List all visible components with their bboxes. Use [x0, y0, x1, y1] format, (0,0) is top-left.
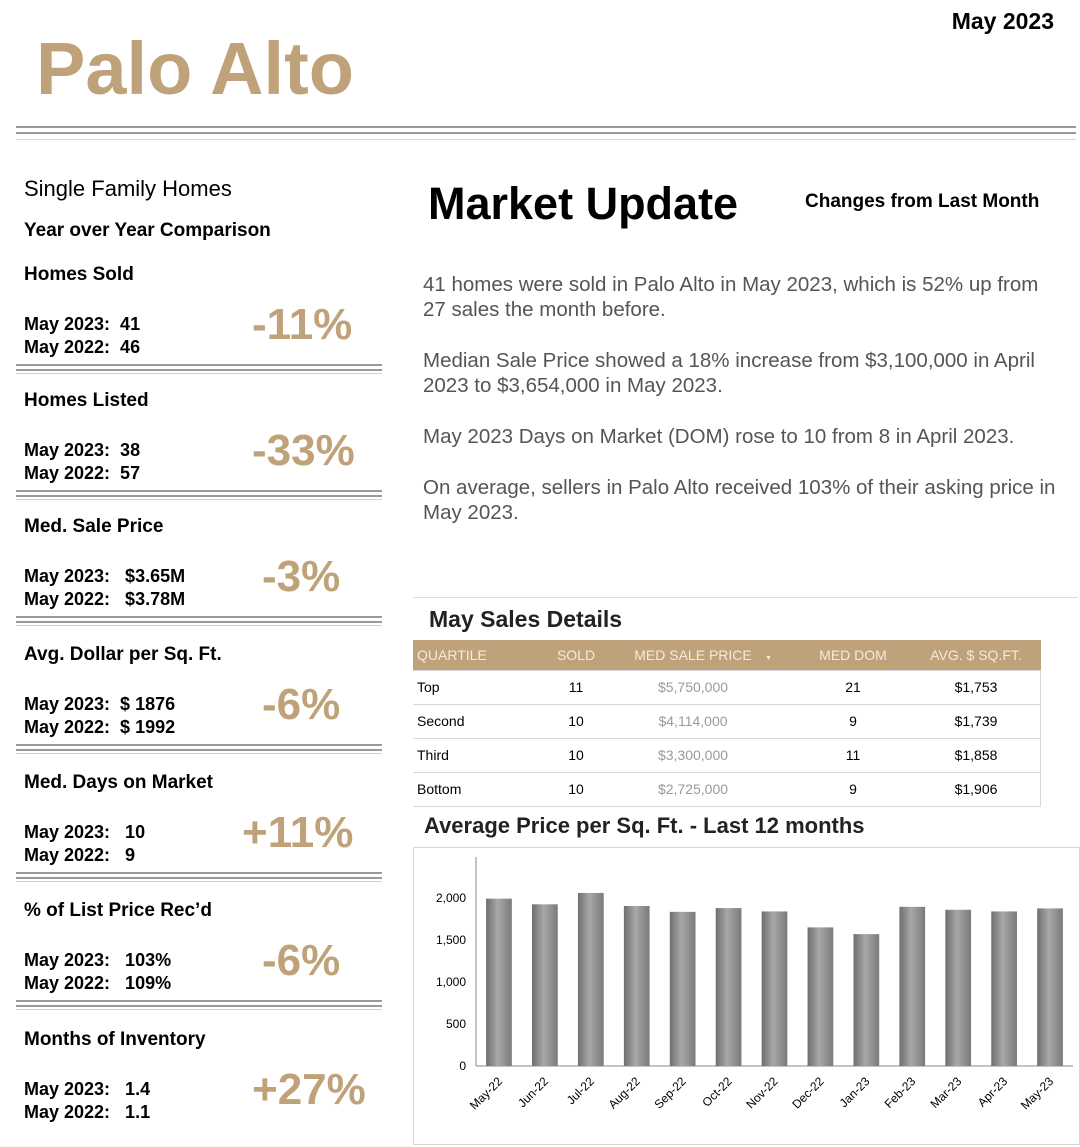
metric-divider	[16, 490, 382, 500]
metric-current: May 2023: 10	[24, 822, 146, 842]
market-update-summary	[423, 272, 1063, 551]
metric-current: May 2023: $3.65M	[24, 566, 186, 586]
y-tick-label: 500	[445, 1017, 466, 1031]
metric-previous: May 2022: 9	[24, 845, 136, 865]
panel-subtitle: Year over Year Comparison	[24, 220, 271, 241]
cell-spacer	[765, 704, 795, 738]
panel-title: Single Family Homes	[24, 176, 232, 201]
sort-icon: ▼	[765, 654, 772, 662]
cell-quartile: Top	[413, 670, 531, 704]
bar	[991, 911, 1017, 1066]
cell-spacer	[765, 670, 795, 704]
x-tick-label: Jan-23	[836, 1074, 873, 1111]
bar	[486, 899, 512, 1066]
bar	[899, 907, 925, 1066]
cell-sold: 11	[531, 670, 621, 704]
metric-divider	[16, 744, 382, 754]
summary-paragraph: Median Sale Price showed a 18% increase from $3,100,000 in April 2023 to $3,654,000 in May 2023.	[423, 349, 1035, 397]
x-tick-label: Nov-22	[743, 1074, 781, 1112]
metric-change: -6%	[262, 936, 341, 985]
metric-label: Homes Sold	[24, 264, 134, 285]
col-sold: SOLD	[531, 640, 621, 670]
sales-details-title: May Sales Details	[429, 606, 623, 632]
metric-divider	[16, 364, 382, 374]
cell-quartile: Bottom	[413, 772, 531, 806]
cell-spacer	[765, 738, 795, 772]
header-divider	[16, 126, 1076, 142]
metric-change: +27%	[252, 1065, 366, 1114]
metric-label: % of List Price Rec’d	[24, 900, 212, 921]
summary-paragraph: May 2023 Days on Market (DOM) rose to 10 from 8 in April 2023.	[423, 425, 1015, 448]
table-row	[413, 670, 1041, 704]
metric-current: May 2023: 1.4	[24, 1079, 151, 1099]
metric-divider	[16, 872, 382, 882]
cell-med-dom: 21	[795, 670, 911, 704]
cell-sold: 10	[531, 738, 621, 772]
x-tick-label: Aug-22	[605, 1074, 643, 1112]
y-tick-label: 1,500	[435, 933, 466, 947]
col-med-sale-price: MED SALE PRICE	[621, 640, 765, 670]
metric-change: -11%	[252, 300, 353, 349]
chart-title: Average Price per Sq. Ft. - Last 12 months	[424, 813, 865, 838]
metric-label: Months of Inventory	[24, 1029, 206, 1050]
metric-card	[16, 264, 382, 390]
cell-quartile: Second	[413, 704, 531, 738]
cell-avg-sqft: $1,753	[911, 670, 1041, 704]
col-med-dom: MED DOM	[795, 640, 911, 670]
metric-current: May 2023: 41	[24, 314, 141, 334]
table-header-row	[413, 640, 1041, 670]
metric-card	[16, 644, 382, 770]
city-title: Palo Alto	[36, 27, 354, 110]
metric-previous: May 2022: 1.1	[24, 1102, 151, 1122]
y-tick-label: 1,000	[435, 975, 466, 989]
sales-details-header	[413, 597, 1078, 637]
col-quartile: QUARTILE	[413, 640, 531, 670]
bar	[532, 904, 558, 1066]
x-tick-label: Jul-22	[563, 1074, 597, 1108]
bar	[762, 911, 788, 1066]
metric-change: -6%	[262, 680, 341, 729]
x-tick-label: Oct-22	[699, 1074, 735, 1110]
bar	[716, 908, 742, 1066]
report-date: May 2023	[951, 8, 1054, 34]
cell-spacer	[765, 772, 795, 806]
summary-paragraph: 41 homes were sold in Palo Alto in May 2023, which is 52% up from 27 sales the month before.	[423, 273, 1039, 321]
market-update-title: Market Update	[428, 178, 739, 229]
metric-card	[16, 900, 382, 1026]
cell-avg-sqft: $1,906	[911, 772, 1041, 806]
bar	[945, 910, 971, 1066]
table-row	[413, 738, 1041, 772]
metric-change: -3%	[262, 552, 341, 601]
cell-med-dom: 9	[795, 772, 911, 806]
metric-card	[16, 390, 382, 516]
metric-previous: May 2022: $ 1992	[24, 717, 176, 737]
x-tick-label: May-22	[466, 1074, 506, 1113]
metric-previous: May 2022: 109%	[24, 973, 172, 993]
metric-change: -33%	[252, 426, 355, 475]
x-tick-label: Apr-23	[974, 1074, 1011, 1110]
bar	[624, 906, 650, 1066]
bar	[578, 893, 604, 1066]
bar	[853, 934, 879, 1066]
metric-divider	[16, 616, 382, 626]
x-tick-label: Feb-23	[881, 1074, 919, 1112]
metric-label: Avg. Dollar per Sq. Ft.	[24, 644, 222, 665]
x-tick-label: Jun-22	[515, 1074, 552, 1111]
x-tick-label: Sep-22	[651, 1074, 689, 1112]
metric-label: Homes Listed	[24, 390, 149, 411]
metric-divider	[16, 1000, 382, 1010]
table-row	[413, 772, 1041, 806]
avg-price-sqft-chart	[413, 847, 1080, 1145]
metric-label: Med. Sale Price	[24, 516, 164, 537]
cell-avg-sqft: $1,858	[911, 738, 1041, 772]
cell-med-sale-price: $5,750,000	[621, 670, 765, 704]
changes-label: Changes from Last Month	[805, 191, 1040, 212]
cell-avg-sqft: $1,739	[911, 704, 1041, 738]
bar	[1037, 908, 1063, 1066]
metric-current: May 2023: 103%	[24, 950, 172, 970]
summary-paragraph: On average, sellers in Palo Alto received 103% of their asking price in May 2023.	[423, 476, 1056, 524]
cell-med-dom: 11	[795, 738, 911, 772]
x-tick-label: Dec-22	[789, 1074, 827, 1112]
metric-change: +11%	[242, 808, 354, 857]
metric-card	[16, 772, 382, 898]
col-avg-sqft: AVG. $ SQ.FT.	[911, 640, 1041, 670]
bar	[808, 927, 834, 1066]
metric-previous: May 2022: 57	[24, 463, 141, 483]
sales-details-table	[413, 640, 1041, 807]
col-sort	[765, 640, 795, 670]
metric-current: May 2023: 38	[24, 440, 141, 460]
metric-previous: May 2022: 46	[24, 337, 141, 357]
bar	[670, 912, 696, 1066]
metric-current: May 2023: $ 1876	[24, 694, 176, 714]
table-row	[413, 704, 1041, 738]
cell-quartile: Third	[413, 738, 531, 772]
cell-med-sale-price: $2,725,000	[621, 772, 765, 806]
y-tick-label: 2,000	[435, 891, 466, 905]
metric-card	[16, 1029, 382, 1147]
metric-card	[16, 516, 382, 642]
x-tick-label: Mar-23	[927, 1074, 965, 1112]
table-border	[1040, 670, 1041, 806]
metric-previous: May 2022: $3.78M	[24, 589, 186, 609]
metric-label: Med. Days on Market	[24, 772, 213, 793]
cell-med-sale-price: $4,114,000	[621, 704, 765, 738]
x-tick-label: May-23	[1017, 1074, 1057, 1113]
cell-sold: 10	[531, 704, 621, 738]
cell-med-sale-price: $3,300,000	[621, 738, 765, 772]
cell-med-dom: 9	[795, 704, 911, 738]
y-tick-label: 0	[459, 1059, 466, 1073]
cell-sold: 10	[531, 772, 621, 806]
